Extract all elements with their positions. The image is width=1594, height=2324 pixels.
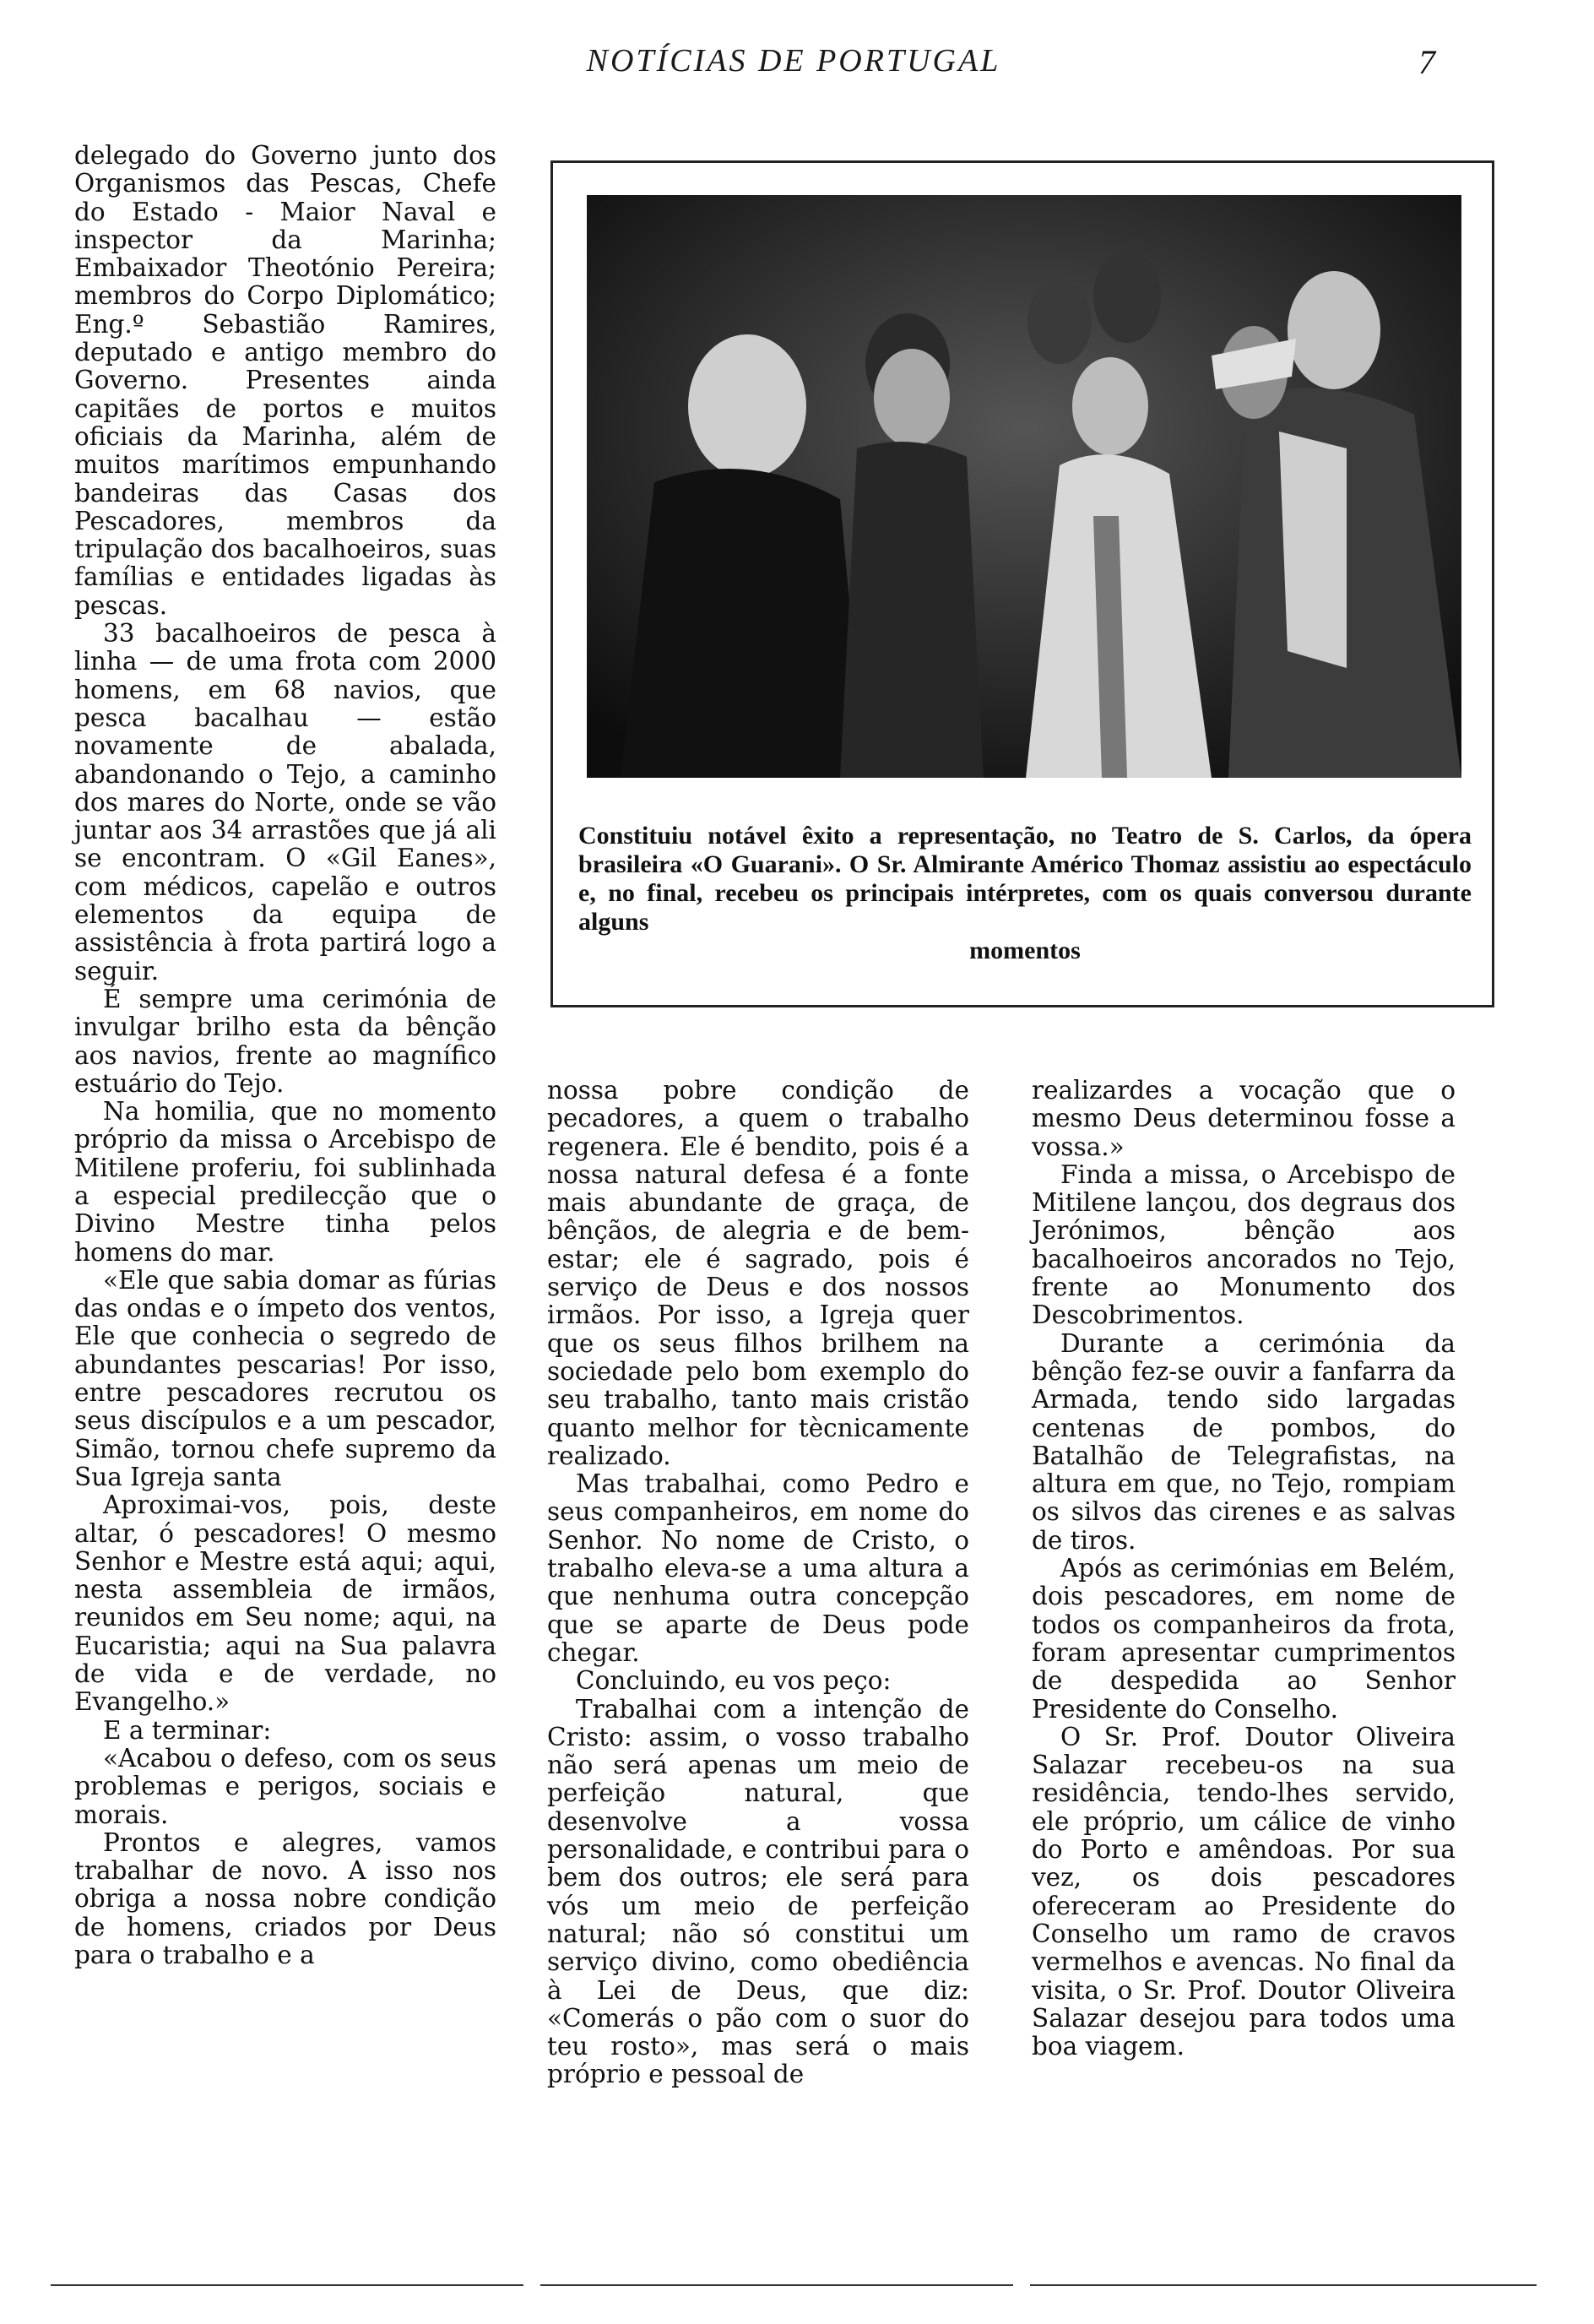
paragraph: delegado do Governo junto dos Organismos das Pescas, Chefe do Estado - Maior Naval e inspector da Marinha; Embaixador Theotónio Pereira; membros do Corpo Diplomático; Eng.º Sebastião Ramires, deputado e antigo membro do Governo. Presentes ainda capitães de portos e muitos oficiais da Marinha, além de muitos marítimos empunhando bandeiras das Casas dos Pescadores, membros da tripulação dos bacalhoeiros, suas famílias e entidades ligadas às pescas. <box>74 141 496 620</box>
paragraph: Prontos e alegres, vamos trabalhar de novo. A isso nos obriga a nossa nobre condição de homens, criados por Deus para o trabalho e a <box>74 1827 496 1969</box>
photo-figure <box>550 160 1494 1007</box>
bottom-rule <box>51 2284 523 2286</box>
paragraph: 33 bacalhoeiros de pesca à linha — de uma frota com 2000 homens, em 68 navios, que pesca bacalhau — estão novamente de abalada, abandonando o Tejo, a caminho dos mares do Norte, onde se vão juntar aos 34 arrastões que já ali se encontram. O «Gil Eanes», com médicos, capelão e outros elementos da equipa de assistência à frota partirá logo a seguir. <box>74 619 496 986</box>
column-2 <box>547 1077 969 2089</box>
paragraph: realizardes a vocação que o mesmo Deus determinou fosse a vossa.» <box>1032 1076 1456 1161</box>
paragraph: «Ele que sabia domar as fúrias das ondas e o ímpeto dos ventos, Ele que conhecia o segredo de abundantes pescarias! Por isso, entre pescadores recrutou os seus discípulos e a um pescador, Simão, tornou chefe supremo da Sua Igreja santa <box>74 1265 496 1491</box>
bottom-rule <box>1030 2284 1537 2286</box>
caption-text-last: momentos <box>969 937 1081 964</box>
column-1 <box>74 142 496 1969</box>
photograph <box>587 195 1461 778</box>
paragraph: «Acabou o defeso, com os seus problemas e perigos, sociais e morais. <box>74 1743 496 1829</box>
paragraph: Concluindo, eu vos peço: <box>576 1666 892 1696</box>
photo-caption <box>578 822 1472 965</box>
paragraph: O Sr. Prof. Doutor Oliveira Salazar recebeu-os na sua residência, tendo-lhes servido, ele próprio, um cálice de vinho do Porto e amêndoas. Por sua vez, os dois pescadores ofereceram ao Presidente do Conselho um ramo de cravos vermelhos e avencas. No final da visita, o Sr. Prof. Doutor Oliveira Salazar desejou para todos uma boa viagem. <box>1032 1722 1456 2061</box>
photograph-placeholder-icon <box>587 195 1461 778</box>
page-number: 7 <box>1418 43 1435 81</box>
paragraph: Aproximai-vos, pois, deste altar, ó pescadores! O mesmo Senhor e Mestre está aqui; aqui, nesta assembleia de irmãos, reunidos em Seu nome; aqui, na Eucaristia; aqui na Sua palavra de vida e de verdade, no Evangelho.» <box>74 1491 496 1717</box>
running-title: NOTÍCIAS DE PORTUGAL <box>586 43 1001 79</box>
page-header <box>0 42 1594 93</box>
paragraph: Mas trabalhai, como Pedro e seus companheiros, em nome do Senhor. No nome de Cristo, o trabalho eleva-se a uma altura a que nenhuma outra concepção que se aparte de Deus pode chegar. <box>547 1469 969 1667</box>
paragraph: E a terminar: <box>103 1715 272 1745</box>
paragraph: nossa pobre condição de pecadores, a quem o trabalho regenera. Ele é bendito, pois é a nossa natural defesa é a fonte mais abundante de graça, de bênçãos, de alegria e de bem-estar; ele é sagrado, pois é serviço de Deus e dos nossos irmãos. Por isso, a Igreja quer que os seus filhos brilhem na sociedade pelo bom exemplo do seu trabalho, tanto mais cristão quanto melhor for tècnicamente realizado. <box>547 1076 969 1470</box>
column-3 <box>1032 1077 1456 2061</box>
paragraph: Na homilia, que no momento próprio da missa o Arcebispo de Mitilene proferiu, foi sublinhada a especial predilecção que o Divino Mestre tinha pelos homens do mar. <box>74 1097 496 1267</box>
caption-text: Constituiu notável êxito a representação, no Teatro de S. Carlos, da ópera brasileira «O Guarani». O Sr. Almirante Américo Thomaz assistiu ao espectáculo e, no final, recebeu os principais intérpretes, com os quais conversou durante alguns <box>578 822 1472 936</box>
bottom-rule <box>540 2284 1013 2286</box>
paragraph: É sempre uma cerimónia de invulgar brilho esta da bênção aos navios, frente ao magnífico estuário do Tejo. <box>74 984 496 1098</box>
paragraph: Trabalhai com a intenção de Cristo: assim, o vosso trabalho não será apenas um meio de perfeição natural, que desenvolve a vossa personalidade, e contribui para o bem dos outros; ele será para vós um meio de perfeição natural; não só constitui um serviço divino, como obediência à Lei de Deus, que diz: «Comerás o pão com o suor do teu rosto», mas será o mais próprio e pessoal de <box>547 1694 969 2089</box>
paragraph: Finda a missa, o Arcebispo de Mitilene lançou, dos degraus dos Jerónimos, bênção aos bacalhoeiros ancorados no Tejo, frente ao Monumento dos Descobrimentos. <box>1032 1159 1456 1330</box>
paragraph: Após as cerimónias em Belém, dois pescadores, em nome de todos os companheiros da frota, foram apresentar cumprimentos de despedida ao Senhor Presidente do Conselho. <box>1032 1554 1456 1724</box>
paragraph: Durante a cerimónia da bênção fez-se ouvir a fanfarra da Armada, tendo sido largadas centenas de pombos, do Batalhão de Telegrafistas, na altura em que, no Tejo, rompiam os silvos das cirenes e as salvas de tiros. <box>1032 1328 1456 1555</box>
